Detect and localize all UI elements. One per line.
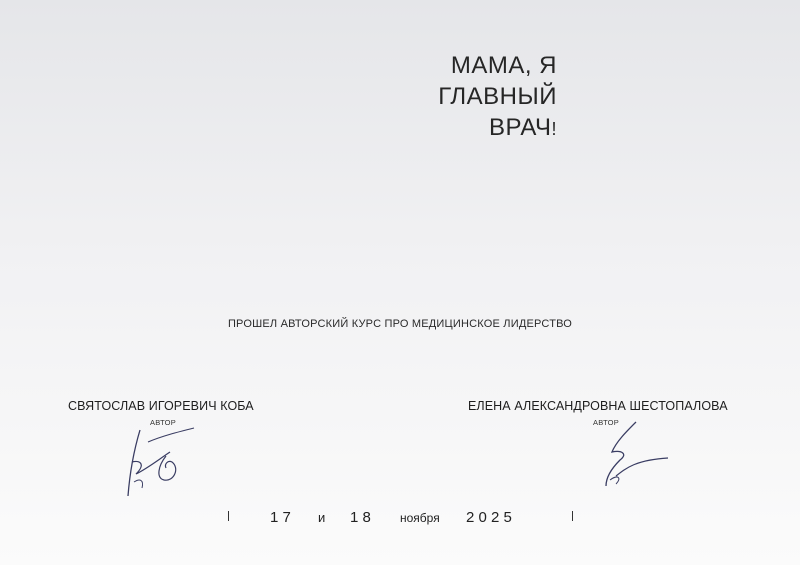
- date-left-separator: [228, 511, 229, 521]
- author-2-signature: [596, 414, 676, 490]
- course-description: ПРОШЕЛ АВТОРСКИЙ КУРС ПРО МЕДИЦИНСКОЕ ЛИДЕРСТВО: [227, 318, 573, 330]
- title-line-1: МАМА, Я: [450, 52, 557, 79]
- author-1-role: АВТОР: [150, 418, 177, 427]
- date-day-2: 1 8: [350, 509, 371, 526]
- title-line-3: [438, 112, 557, 145]
- title-exclamation: !: [551, 119, 557, 139]
- author-1-name: СВЯТОСЛАВ ИГОРЕВИЧ КОБА: [68, 399, 254, 413]
- date-day-1: 1 7: [270, 509, 291, 526]
- date-right-separator: [572, 511, 573, 521]
- author-2-role: АВТОР: [593, 418, 620, 427]
- author-1-signature: [118, 422, 198, 502]
- date-month: ноября: [400, 511, 440, 525]
- author-2-name: ЕЛЕНА АЛЕКСАНДРОВНА ШЕСТОПАЛОВА: [468, 399, 728, 413]
- title-line-2: ГЛАВНЫЙ: [438, 83, 557, 110]
- date-year: 2 0 2 5: [466, 509, 512, 526]
- certificate-title: [438, 50, 557, 145]
- date-conjunction: и: [318, 510, 326, 525]
- title-word: ВРАЧ: [488, 114, 552, 141]
